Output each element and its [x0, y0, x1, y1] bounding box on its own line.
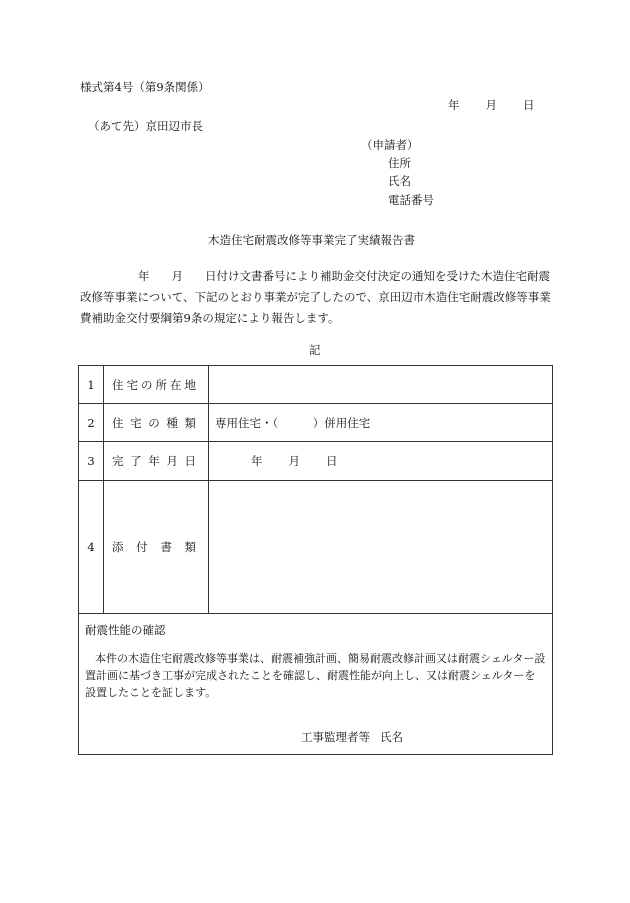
date-year-label: 年 [448, 98, 460, 112]
row-number: 3 [79, 442, 104, 481]
signer-label: 工事監理者等 [301, 730, 370, 744]
certification-section [79, 614, 553, 755]
signer-name-label: 氏名 [380, 730, 403, 744]
row-value-completion-date [209, 442, 553, 481]
intro-month-label: 月 [171, 269, 183, 283]
row-value-location [209, 366, 553, 404]
applicant-heading: （申請者） [361, 138, 419, 152]
report-table [78, 365, 553, 755]
row-value-attachments [209, 481, 553, 614]
row-label-location: 住 宅 の 所 在 地 [104, 366, 209, 404]
row-label-completion-date: 完 了 年 月 日 [104, 442, 209, 481]
row-label-house-type: 住 宅 の 種 類 [104, 404, 209, 442]
certification-body: 本件の木造住宅耐震改修等事業は、耐震補強計画、簡易耐震改修計画又は耐震シェルター設置計画に基づき工事が完成されたことを確認し、耐震性能が向上し、又は耐震シェルターを設置したことを証します。 [85, 652, 546, 699]
form-number: 様式第4号（第9条関係） [80, 80, 210, 94]
table-row-attachments [79, 481, 553, 614]
table-row-house-type [79, 404, 553, 442]
completion-year-label: 年 [251, 454, 263, 468]
row-number: 4 [79, 481, 104, 614]
certification-heading: 耐震性能の確認 [85, 623, 166, 637]
table-row-certification [79, 614, 553, 755]
intro-paragraph [80, 266, 558, 329]
document-title: 木造住宅耐震改修等事業完了実績報告書 [208, 233, 415, 247]
applicant-address-label: 住所 [388, 156, 411, 170]
addressee: （あて先）京田辺市長 [88, 119, 203, 133]
table-row-location [79, 366, 553, 404]
signature-line [301, 729, 403, 745]
ki-heading: 記 [309, 343, 321, 357]
date-day-label: 日 [523, 98, 535, 112]
row-label-attachments: 添 付 書 類 [104, 481, 209, 614]
intro-year-label: 年 [138, 269, 150, 283]
table-row-completion-date [79, 442, 553, 481]
applicant-name-label: 氏名 [388, 174, 411, 188]
row-number: 1 [79, 366, 104, 404]
completion-month-label: 月 [288, 454, 300, 468]
date-month-label: 月 [485, 98, 497, 112]
row-value-house-type: 専用住宅・（ ）併用住宅 [209, 404, 553, 442]
date-line [448, 100, 535, 112]
completion-day-label: 日 [326, 454, 338, 468]
intro-text: 日付け文書番号により補助金交付決定の通知を受けた木造住宅耐震改修等事業について、下記のとおり事業が完了したので、京田辺市木造住宅耐震改修等事業費補助金交付要綱第9条の規定により報告します。 [80, 269, 551, 325]
applicant-phone-label: 電話番号 [388, 193, 434, 207]
row-number: 2 [79, 404, 104, 442]
